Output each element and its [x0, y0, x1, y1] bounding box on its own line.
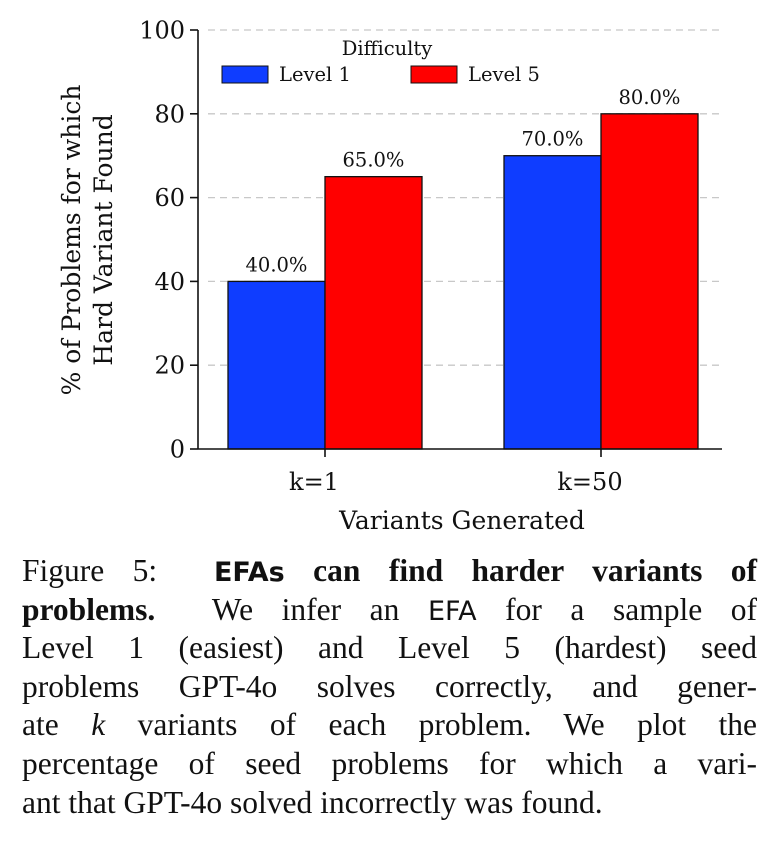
caption-line-2 — [22, 591, 757, 630]
bar-level-5-k=50 — [601, 114, 698, 449]
legend-title: Difficulty — [341, 37, 433, 60]
y-tick-label-100: 100 — [139, 16, 185, 45]
x-axis-title: Variants Generated — [339, 506, 585, 535]
y-tick-label-0: 0 — [169, 435, 185, 464]
data-label-level-5-k=1: 65.0% — [342, 148, 405, 172]
caption-line-3: Level 1 (easiest) and Level 5 (hardest) seed — [22, 630, 757, 666]
caption-line-1 — [22, 552, 757, 591]
y-tick-label-40: 40 — [154, 267, 185, 296]
legend-swatch-level-5 — [411, 66, 457, 83]
caption-k-variable: k — [91, 707, 106, 743]
caption-label: Figure 5: — [22, 553, 158, 588]
bar-level-5-k=1 — [325, 177, 422, 449]
y-axis-title — [57, 85, 118, 396]
y-axis-title-line-2: Hard Variant Found — [89, 114, 118, 366]
data-label-level-1-k=50: 70.0% — [521, 127, 584, 151]
caption-text-5b: variants of each problem. We plot the — [137, 707, 758, 743]
caption-bold-text-1: can find harder variants of — [313, 553, 758, 588]
figure-caption — [22, 552, 757, 822]
caption-text-5a: ate — [22, 707, 59, 743]
y-tick-label-20: 20 — [154, 351, 185, 380]
bar-level-1-k=1 — [228, 281, 325, 449]
caption-text-1: We infer an — [211, 591, 400, 627]
data-label-level-1-k=1: 40.0% — [245, 253, 308, 277]
legend — [222, 37, 540, 86]
y-tick-label-80: 80 — [154, 100, 185, 129]
legend-swatch-level-1 — [222, 66, 268, 83]
caption-line-7: ant that GPT-4o solved incorrectly was found. — [22, 784, 603, 820]
legend-label-level-1: Level 1 — [279, 63, 351, 86]
legend-label-level-5: Level 5 — [468, 63, 540, 86]
x-tick-label-k=50: k=50 — [557, 468, 623, 496]
caption-efa-term: EFA — [427, 595, 477, 627]
caption-line-6: percentage of seed problems for which a vari- — [22, 745, 757, 781]
y-tick-label-60: 60 — [154, 184, 185, 213]
data-label-level-5-k=50: 80.0% — [618, 85, 681, 109]
caption-bold-text-2: problems. — [22, 591, 156, 627]
y-axis-title-line-1: % of Problems for which — [57, 84, 86, 396]
x-tick-label-k=1: k=1 — [289, 468, 339, 496]
caption-line-4: problems GPT-4o solves correctly, and gener- — [22, 668, 757, 704]
caption-text-2: for a sample of — [505, 591, 758, 627]
caption-efas-term: EFAs — [213, 557, 285, 588]
caption-line-5 — [22, 706, 757, 745]
bar-level-1-k=50 — [504, 156, 601, 449]
